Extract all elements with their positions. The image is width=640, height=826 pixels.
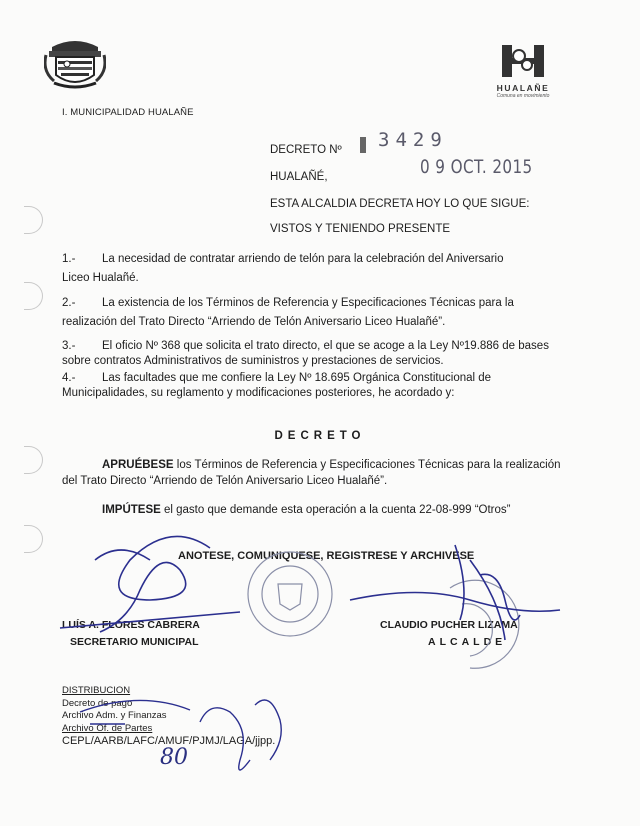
mayor-name: CLAUDIO PUCHER LIZAMA [380, 619, 518, 631]
impute-clause [62, 501, 582, 520]
stamp-mark [360, 137, 366, 153]
coat-of-arms-logo [44, 37, 106, 91]
punch-hole [24, 206, 43, 234]
approve-text: los Términos de Referencia y Especificaciones Técnicas para la realización [173, 459, 561, 471]
distribution-initials: CEPL/AARB/LAFC/AMUF/PJMJ/LAGA/jjpp. [62, 735, 276, 747]
distribution-line: Decreto de pago [62, 697, 133, 709]
distribution-heading: DISTRIBUCION [62, 685, 131, 696]
considerando-item [62, 250, 582, 288]
decreto-title: DECRETO [274, 430, 366, 442]
considerando-item [62, 371, 582, 401]
considerando-item [62, 339, 582, 369]
approve-clause [62, 457, 582, 489]
item-text-rest: Liceo Hualañé. [62, 272, 139, 284]
handwritten-number: 80 [160, 745, 188, 770]
mayor-title: ALCALDE [428, 636, 507, 648]
item-number: 2.- [62, 297, 76, 309]
item-number: 4.- [62, 372, 76, 384]
item-text-rest: sobre contratos Administrativos de suministros y prestaciones de servicios. [62, 355, 444, 367]
impute-text: el gasto que demande esta operación a la cuenta 22-08-999 “Otros” [160, 504, 511, 516]
decreto-number-stamp: 3429 [378, 129, 448, 151]
brand-name: HUALAÑE [496, 83, 550, 93]
punch-hole [24, 525, 43, 553]
distribution-line: Archivo Adm. y Finanzas [62, 710, 167, 721]
brand-tagline: Comuna en movimiento [496, 93, 550, 99]
closing-formula: ANOTESE, COMUNIQUESE, REGISTRESE Y ARCHIVESE [178, 550, 475, 562]
secretary-name: LUÍS A. FLORES CABRERA [62, 619, 200, 631]
distribution-line: Archivo Of. de Partes [62, 722, 153, 734]
item-text-first: La necesidad de contratar arriendo de telón para la celebración del Aniversario [102, 253, 504, 265]
municipality-name: I. MUNICIPALIDAD HUALAÑE [62, 107, 194, 118]
item-number: 3.- [62, 340, 76, 352]
vistos-heading: VISTOS Y TENIENDO PRESENTE [270, 223, 451, 235]
approve-keyword: APRUÉBESE [102, 459, 174, 471]
distribution-block [62, 685, 275, 748]
date-stamp: 0 9 OCT. 2015 [420, 156, 533, 178]
decrees-line: ESTA ALCALDIA DECRETA HOY LO QUE SIGUE: [270, 198, 530, 210]
approve-text-2: del Trato Directo “Arriendo de Telón Aniversario Liceo Hualañé”. [62, 475, 388, 487]
hualane-logo [492, 43, 554, 99]
considerando-item [62, 294, 582, 332]
punch-hole [24, 282, 43, 310]
item-text-rest: Municipalidades, su reglamento y modificaciones posteriores, he acordado y: [62, 387, 455, 399]
item-text-rest: realización del Trato Directo “Arriendo de Telón Aniversario Liceo Hualañé”. [62, 316, 446, 328]
place-label: HUALAÑÉ, [270, 171, 328, 183]
item-text-first: El oficio Nº 368 que solicita el trato directo, el que se acoge a la Ley Nº19.886 de bases [102, 340, 549, 352]
secretary-title: SECRETARIO MUNICIPAL [70, 636, 199, 648]
item-text-first: La existencia de los Términos de Referencia y Especificaciones Técnicas para la [102, 297, 514, 309]
municipal-seal [248, 552, 332, 636]
punch-hole [24, 446, 43, 474]
decreto-label: DECRETO Nº [270, 144, 342, 156]
impute-keyword: IMPÚTESE [102, 504, 161, 516]
item-text-first: Las facultades que me confiere la Ley Nº 18.695 Orgánica Constitucional de [102, 372, 492, 384]
item-number: 1.- [62, 253, 76, 265]
hualane-logo-mark [498, 43, 548, 79]
